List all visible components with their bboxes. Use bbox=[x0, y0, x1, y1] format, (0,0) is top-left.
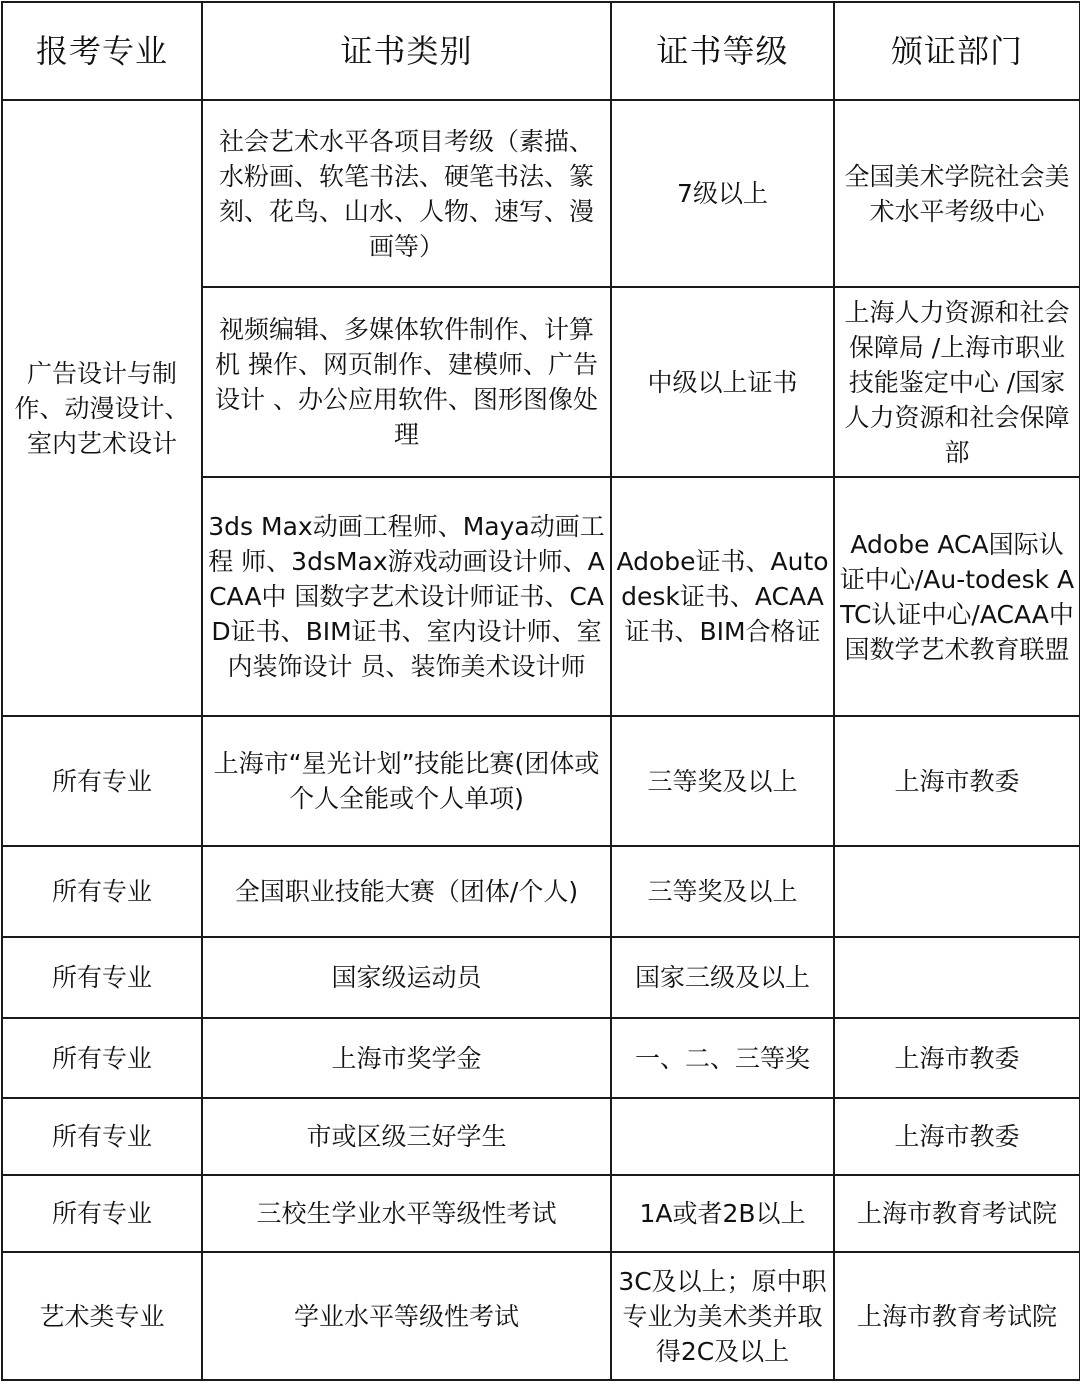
level-cell: 3C及以上；原中职专业为美术类并取得2C及以上 bbox=[611, 1252, 834, 1380]
category-cell: 学业水平等级性考试 bbox=[202, 1252, 611, 1380]
issuer-cell: Adobe ACA国际认证中心/Au-todesk ATC认证中心/ACAA中国数学艺术教育联盟 bbox=[834, 477, 1080, 716]
issuer-cell: 上海市教育考试院 bbox=[834, 1175, 1080, 1252]
table-row bbox=[2, 716, 1080, 846]
major-cell: 艺术类专业 bbox=[2, 1252, 202, 1380]
category-cell: 上海市奖学金 bbox=[202, 1018, 611, 1098]
category-cell: 全国职业技能大赛（团体/个人) bbox=[202, 846, 611, 937]
level-cell: 三等奖及以上 bbox=[611, 716, 834, 846]
level-cell: 一、二、三等奖 bbox=[611, 1018, 834, 1098]
issuer-cell: 上海市教委 bbox=[834, 1098, 1080, 1175]
header-issuer: 颁证部门 bbox=[834, 2, 1080, 100]
header-level: 证书等级 bbox=[611, 2, 834, 100]
table-row bbox=[2, 846, 1080, 937]
table-row bbox=[2, 937, 1080, 1018]
major-cell: 所有专业 bbox=[2, 1175, 202, 1252]
category-cell: 三校生学业水平等级性考试 bbox=[202, 1175, 611, 1252]
category-cell: 视频编辑、多媒体软件制作、计算机 操作、网页制作、建模师、广告设计 、办公应用软件、图形图像处理 bbox=[202, 287, 611, 477]
major-cell: 所有专业 bbox=[2, 1018, 202, 1098]
category-cell: 3ds Max动画工程师、Maya动画工程 师、3dsMax游戏动画设计师、ACAA中 国数字艺术设计师证书、CAD证书、BIM证书、室内设计师、室内装饰设计 员、装饰美术设计师 bbox=[202, 477, 611, 716]
issuer-cell: 上海市教委 bbox=[834, 1018, 1080, 1098]
major-cell: 所有专业 bbox=[2, 846, 202, 937]
table-row bbox=[2, 1018, 1080, 1098]
level-cell: 国家三级及以上 bbox=[611, 937, 834, 1018]
category-cell: 市或区级三好学生 bbox=[202, 1098, 611, 1175]
header-category: 证书类别 bbox=[202, 2, 611, 100]
major-cell: 所有专业 bbox=[2, 716, 202, 846]
group-major-cell: 广告设计与制作、动漫设计、室内艺术设计 bbox=[2, 100, 202, 716]
category-cell: 国家级运动员 bbox=[202, 937, 611, 1018]
issuer-cell: 全国美术学院社会美术水平考级中心 bbox=[834, 100, 1080, 287]
table-row bbox=[2, 100, 1080, 287]
level-cell: 7级以上 bbox=[611, 100, 834, 287]
issuer-cell: 上海人力资源和社会保障局 /上海市职业技能鉴定中心 /国家人力资源和社会保障部 bbox=[834, 287, 1080, 477]
header-row bbox=[2, 2, 1080, 100]
certificate-table bbox=[1, 1, 1080, 1381]
level-cell: Adobe证书、Autodesk证书、ACAA证书、BIM合格证 bbox=[611, 477, 834, 716]
table-row bbox=[2, 1175, 1080, 1252]
issuer-cell bbox=[834, 846, 1080, 937]
level-cell: 三等奖及以上 bbox=[611, 846, 834, 937]
header-major: 报考专业 bbox=[2, 2, 202, 100]
issuer-cell: 上海市教委 bbox=[834, 716, 1080, 846]
level-cell: 中级以上证书 bbox=[611, 287, 834, 477]
major-cell: 所有专业 bbox=[2, 1098, 202, 1175]
table-row bbox=[2, 1252, 1080, 1380]
category-cell: 上海市“星光计划”技能比赛(团体或个人全能或个人单项) bbox=[202, 716, 611, 846]
major-cell: 所有专业 bbox=[2, 937, 202, 1018]
issuer-cell bbox=[834, 937, 1080, 1018]
table-row bbox=[2, 1098, 1080, 1175]
level-cell: 1A或者2B以上 bbox=[611, 1175, 834, 1252]
level-cell bbox=[611, 1098, 834, 1175]
issuer-cell: 上海市教育考试院 bbox=[834, 1252, 1080, 1380]
category-cell: 社会艺术水平各项目考级（素描、水粉画、软笔书法、硬笔书法、篆刻、花鸟、山水、人物、速写、漫画等） bbox=[202, 100, 611, 287]
